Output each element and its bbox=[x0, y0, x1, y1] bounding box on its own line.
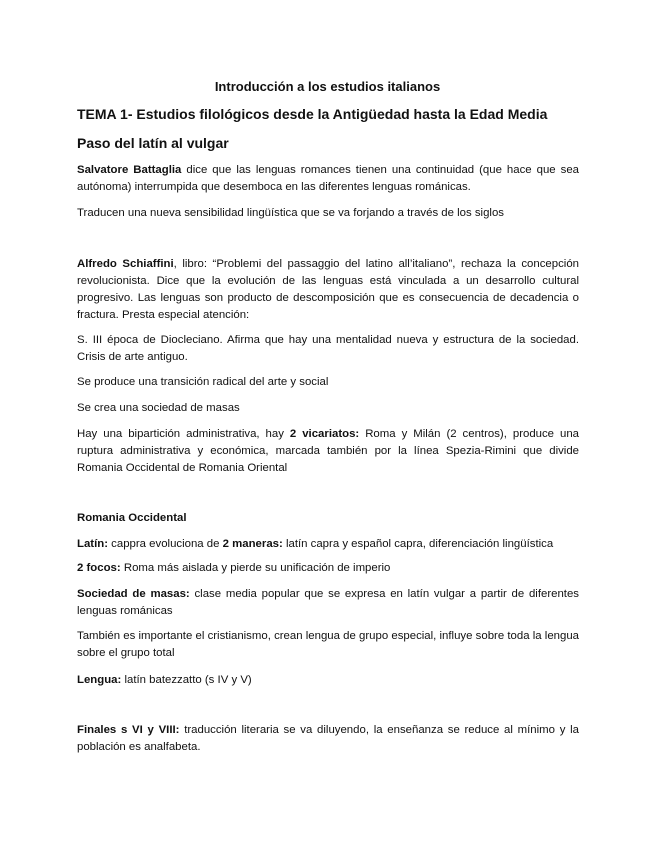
paragraph-lengua bbox=[77, 672, 579, 689]
paragraph-text: traducción literaria se va diluyendo, la enseñanza se reduce al mínimo y la población es analfabeta. bbox=[77, 724, 579, 753]
paragraph-focos bbox=[77, 560, 579, 577]
author-name: Salvatore Battaglia bbox=[77, 164, 182, 176]
paragraph-text: Roma y Milán (2 centros), produce una ruptura administrativa y económica, marcada también por la línea Spezia-Rimini que divide Romania Occidental de Romania Oriental bbox=[77, 428, 580, 474]
paragraph-finales bbox=[77, 722, 579, 756]
paragraph-transicion: Se produce una transición radical del arte y social bbox=[77, 376, 329, 388]
author-name: Alfredo Schiaffini bbox=[77, 258, 174, 270]
paragraph-text: cappra evoluciona de bbox=[108, 538, 223, 550]
paragraph-diocleciano: S. III época de Diocleciano. Afirma que hay una mentalidad nueva y estructura de la sociedad. Crisis de arte antiguo. bbox=[77, 334, 579, 363]
document-title: Introducción a los estudios italianos bbox=[214, 79, 441, 94]
tema-heading: TEMA 1- Estudios filológicos desde la Antigüedad hasta la Edad Media bbox=[77, 106, 548, 122]
section-heading: Romania Occidental bbox=[77, 512, 187, 524]
bold-term: Latín: bbox=[77, 538, 109, 550]
paragraph-cristianismo: También es importante el cristianismo, crean lengua de grupo especial, influye sobre toda la lengua sobre el grupo total bbox=[77, 630, 579, 659]
paragraph-biparticion bbox=[77, 426, 579, 477]
paragraph-masas: Se crea una sociedad de masas bbox=[77, 402, 240, 414]
bold-term: 2 vicariatos: bbox=[289, 428, 360, 440]
paragraph-text: Hay una bipartición administrativa, hay bbox=[77, 428, 290, 440]
paragraph-text: Roma más aislada y pierde su unificación de imperio bbox=[120, 562, 391, 574]
bold-term: 2 focos: bbox=[77, 562, 121, 574]
paragraph-text: clase media popular que se expresa en latín vulgar a partir de diferentes lenguas románicas bbox=[77, 588, 579, 617]
paragraph-text: dice que las lenguas romances tienen una continuidad (que hace que sea autónoma) interrumpida que desemboca en las diferentes lenguas románicas. bbox=[77, 164, 579, 193]
bold-term: Sociedad de masas: bbox=[77, 588, 190, 600]
paragraph-sensibilidad: Traducen una nueva sensibilidad lingüística que se va forjando a través de los siglos bbox=[77, 207, 504, 219]
paragraph-latin bbox=[77, 536, 579, 553]
paragraph-text: latín capra y español capra, diferenciación lingüística bbox=[282, 538, 554, 550]
bold-term: Finales s VI y VIII: bbox=[77, 724, 180, 736]
paragraph-text: , libro: “Problemi del passaggio del latino all’italiano”, rechaza la concepción revolucionista. Dice que la evolución de las lenguas está vinculada a un desarrollo cultural progresivo. Las lenguas son producto de descomposición que es consecuencia de decadencia o fractura. Presta especial atención: bbox=[77, 258, 579, 321]
section-subtitle: Paso del latín al vulgar bbox=[77, 135, 229, 151]
paragraph-text: latín batezzatto (s IV y V) bbox=[121, 674, 252, 686]
paragraph-sociedad bbox=[77, 586, 579, 620]
paragraph-battaglia bbox=[77, 162, 579, 196]
paragraph-schiaffini bbox=[77, 256, 579, 324]
bold-term: Lengua: bbox=[77, 674, 122, 686]
bold-term: 2 maneras: bbox=[222, 538, 283, 550]
